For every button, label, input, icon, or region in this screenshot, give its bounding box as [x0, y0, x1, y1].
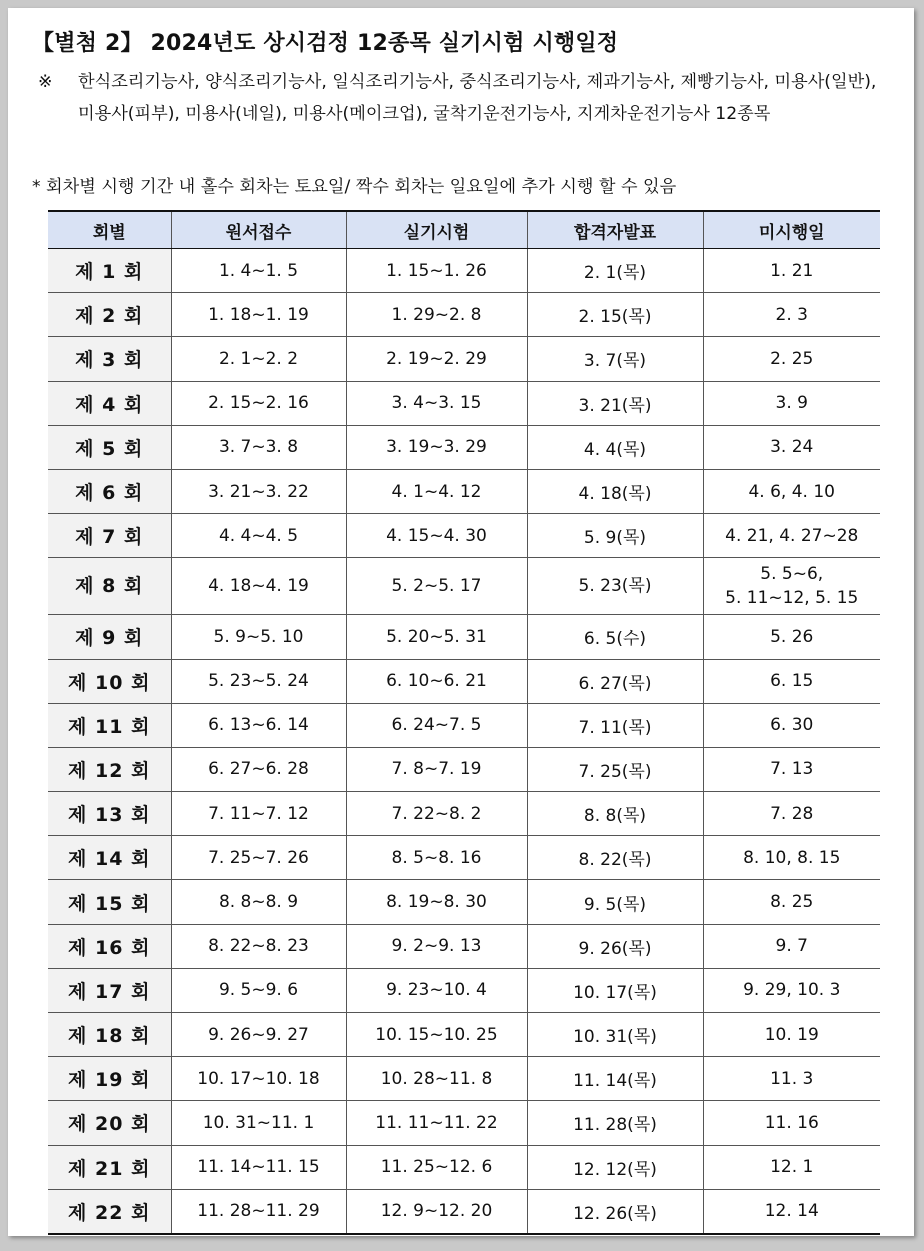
non-exam-cell: 2. 25	[703, 337, 880, 381]
non-exam-cell: 12. 14	[703, 1189, 880, 1234]
table-row	[48, 615, 880, 659]
subject-list: 한식조리기능사, 양식조리기능사, 일식조리기능사, 중식조리기능사, 제과기능사, 제빵기능사, 미용사(일반), 미용사(피부), 미용사(네일), 미용사(메이크업), 굴착기운전기능사, 지게차운전기능사 12종목	[78, 72, 877, 124]
round-cell: 제 6 회	[48, 469, 171, 513]
non-exam-cell: 7. 28	[703, 792, 880, 836]
result-cell: 9. 5(목)	[527, 880, 703, 924]
exam-cell: 5. 20~5. 31	[346, 615, 527, 659]
schedule-footnote: * 회차별 시행 기간 내 홀수 회차는 토요일/ 짝수 회차는 일요일에 추가 시행 할 수 있음	[32, 177, 677, 197]
non-exam-cell: 10. 19	[703, 1013, 880, 1057]
round-cell: 제 13 회	[48, 792, 171, 836]
result-cell: 2. 1(목)	[527, 249, 703, 293]
header-application: 원서접수	[171, 211, 346, 249]
result-cell: 3. 21(목)	[527, 381, 703, 425]
non-exam-line: 5. 11~12, 5. 15	[725, 588, 859, 609]
round-cell: 제 12 회	[48, 747, 171, 791]
round-cell: 제 7 회	[48, 514, 171, 558]
table-row	[48, 293, 880, 337]
result-cell: 5. 23(목)	[527, 558, 703, 615]
header-round: 회별	[48, 211, 171, 249]
table-row	[48, 1189, 880, 1234]
subject-note	[38, 66, 898, 130]
application-cell: 3. 21~3. 22	[171, 469, 346, 513]
round-cell: 제 18 회	[48, 1013, 171, 1057]
exam-cell: 8. 5~8. 16	[346, 836, 527, 880]
application-cell: 11. 14~11. 15	[171, 1145, 346, 1189]
result-cell: 4. 4(목)	[527, 425, 703, 469]
document-title: 【별첨 2】 2024년도 상시검정 12종목 실기시험 시행일정	[32, 31, 619, 56]
exam-cell: 7. 8~7. 19	[346, 747, 527, 791]
round-cell: 제 8 회	[48, 558, 171, 615]
result-cell: 10. 17(목)	[527, 968, 703, 1012]
application-cell: 2. 1~2. 2	[171, 337, 346, 381]
application-cell: 8. 22~8. 23	[171, 924, 346, 968]
non-exam-cell: 2. 3	[703, 293, 880, 337]
exam-cell: 6. 24~7. 5	[346, 703, 527, 747]
application-cell: 3. 7~3. 8	[171, 425, 346, 469]
non-exam-cell: 4. 21, 4. 27~28	[703, 514, 880, 558]
table-body	[48, 249, 880, 1234]
non-exam-cell: 5. 26	[703, 615, 880, 659]
table-row	[48, 558, 880, 615]
round-cell: 제 15 회	[48, 880, 171, 924]
header-practical-exam: 실기시험	[346, 211, 527, 249]
table-row	[48, 792, 880, 836]
exam-cell: 1. 29~2. 8	[346, 293, 527, 337]
round-cell: 제 9 회	[48, 615, 171, 659]
table-row	[48, 703, 880, 747]
exam-cell: 3. 4~3. 15	[346, 381, 527, 425]
non-exam-cell: 11. 3	[703, 1057, 880, 1101]
result-cell: 8. 8(목)	[527, 792, 703, 836]
exam-cell: 8. 19~8. 30	[346, 880, 527, 924]
table-row	[48, 425, 880, 469]
round-cell: 제 20 회	[48, 1101, 171, 1145]
round-cell: 제 4 회	[48, 381, 171, 425]
non-exam-cell: 3. 9	[703, 381, 880, 425]
exam-cell: 2. 19~2. 29	[346, 337, 527, 381]
exam-cell: 1. 15~1. 26	[346, 249, 527, 293]
table-row	[48, 469, 880, 513]
reference-mark: ※	[38, 72, 53, 92]
non-exam-cell: 4. 6, 4. 10	[703, 469, 880, 513]
table-row	[48, 836, 880, 880]
table-row	[48, 337, 880, 381]
round-cell: 제 2 회	[48, 293, 171, 337]
round-cell: 제 21 회	[48, 1145, 171, 1189]
application-cell: 9. 5~9. 6	[171, 968, 346, 1012]
result-cell: 6. 27(목)	[527, 659, 703, 703]
non-exam-cell: 12. 1	[703, 1145, 880, 1189]
table-row	[48, 659, 880, 703]
non-exam-cell: 6. 15	[703, 659, 880, 703]
application-cell: 6. 27~6. 28	[171, 747, 346, 791]
table-row	[48, 924, 880, 968]
exam-cell: 4. 15~4. 30	[346, 514, 527, 558]
application-cell: 5. 9~5. 10	[171, 615, 346, 659]
non-exam-cell: 6. 30	[703, 703, 880, 747]
table-row	[48, 1145, 880, 1189]
round-cell: 제 1 회	[48, 249, 171, 293]
exam-cell: 9. 2~9. 13	[346, 924, 527, 968]
result-cell: 2. 15(목)	[527, 293, 703, 337]
exam-cell: 12. 9~12. 20	[346, 1189, 527, 1234]
round-cell: 제 5 회	[48, 425, 171, 469]
round-cell: 제 10 회	[48, 659, 171, 703]
round-cell: 제 22 회	[48, 1189, 171, 1234]
non-exam-cell: 3. 24	[703, 425, 880, 469]
application-cell: 10. 31~11. 1	[171, 1101, 346, 1145]
document-page	[8, 8, 914, 1236]
table-header-row	[48, 211, 880, 249]
result-cell: 9. 26(목)	[527, 924, 703, 968]
header-non-exam-day: 미시행일	[703, 211, 880, 249]
exam-cell: 7. 22~8. 2	[346, 792, 527, 836]
application-cell: 4. 18~4. 19	[171, 558, 346, 615]
result-cell: 12. 12(목)	[527, 1145, 703, 1189]
application-cell: 7. 25~7. 26	[171, 836, 346, 880]
exam-cell: 6. 10~6. 21	[346, 659, 527, 703]
result-cell: 4. 18(목)	[527, 469, 703, 513]
result-cell: 11. 14(목)	[527, 1057, 703, 1101]
table-row	[48, 381, 880, 425]
non-exam-cell: 7. 13	[703, 747, 880, 791]
result-cell: 12. 26(목)	[527, 1189, 703, 1234]
exam-cell: 4. 1~4. 12	[346, 469, 527, 513]
application-cell: 1. 4~1. 5	[171, 249, 346, 293]
non-exam-cell	[703, 558, 880, 615]
table-row	[48, 1057, 880, 1101]
result-cell: 5. 9(목)	[527, 514, 703, 558]
header-result-announcement: 합격자발표	[527, 211, 703, 249]
non-exam-cell: 11. 16	[703, 1101, 880, 1145]
exam-cell: 10. 28~11. 8	[346, 1057, 527, 1101]
result-cell: 3. 7(목)	[527, 337, 703, 381]
result-cell: 7. 11(목)	[527, 703, 703, 747]
application-cell: 2. 15~2. 16	[171, 381, 346, 425]
round-cell: 제 16 회	[48, 924, 171, 968]
non-exam-cell: 9. 29, 10. 3	[703, 968, 880, 1012]
result-cell: 11. 28(목)	[527, 1101, 703, 1145]
round-cell: 제 17 회	[48, 968, 171, 1012]
table-row	[48, 1101, 880, 1145]
non-exam-cell: 8. 10, 8. 15	[703, 836, 880, 880]
application-cell: 11. 28~11. 29	[171, 1189, 346, 1234]
application-cell: 4. 4~4. 5	[171, 514, 346, 558]
non-exam-cell: 9. 7	[703, 924, 880, 968]
exam-cell: 10. 15~10. 25	[346, 1013, 527, 1057]
application-cell: 9. 26~9. 27	[171, 1013, 346, 1057]
application-cell: 7. 11~7. 12	[171, 792, 346, 836]
round-cell: 제 14 회	[48, 836, 171, 880]
schedule-table	[48, 210, 880, 1235]
table-row	[48, 968, 880, 1012]
application-cell: 8. 8~8. 9	[171, 880, 346, 924]
round-cell: 제 19 회	[48, 1057, 171, 1101]
table-row	[48, 880, 880, 924]
result-cell: 6. 5(수)	[527, 615, 703, 659]
table-row	[48, 514, 880, 558]
application-cell: 1. 18~1. 19	[171, 293, 346, 337]
exam-cell: 11. 25~12. 6	[346, 1145, 527, 1189]
exam-cell: 3. 19~3. 29	[346, 425, 527, 469]
round-cell: 제 3 회	[48, 337, 171, 381]
result-cell: 10. 31(목)	[527, 1013, 703, 1057]
non-exam-cell: 1. 21	[703, 249, 880, 293]
result-cell: 8. 22(목)	[527, 836, 703, 880]
exam-cell: 5. 2~5. 17	[346, 558, 527, 615]
application-cell: 10. 17~10. 18	[171, 1057, 346, 1101]
exam-cell: 9. 23~10. 4	[346, 968, 527, 1012]
non-exam-line: 5. 5~6,	[760, 564, 824, 585]
table-row	[48, 249, 880, 293]
application-cell: 6. 13~6. 14	[171, 703, 346, 747]
exam-cell: 11. 11~11. 22	[346, 1101, 527, 1145]
non-exam-cell: 8. 25	[703, 880, 880, 924]
table-row	[48, 747, 880, 791]
round-cell: 제 11 회	[48, 703, 171, 747]
result-cell: 7. 25(목)	[527, 747, 703, 791]
table-row	[48, 1013, 880, 1057]
application-cell: 5. 23~5. 24	[171, 659, 346, 703]
